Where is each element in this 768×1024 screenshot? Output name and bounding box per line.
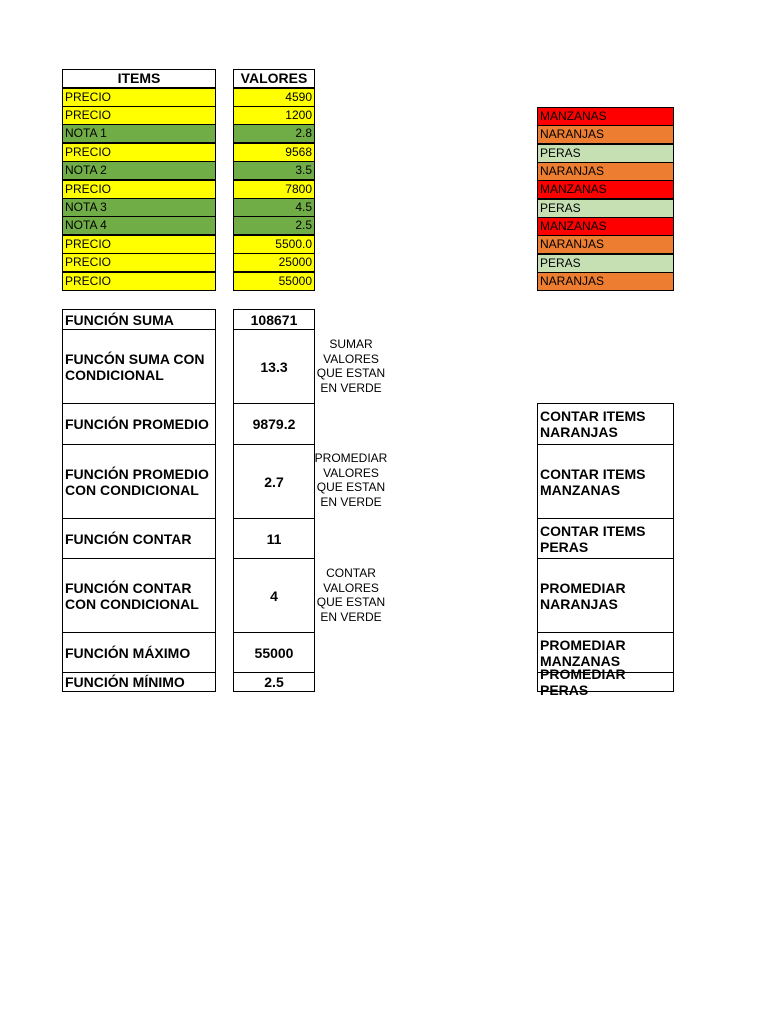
value-cell[interactable]: 7800 xyxy=(233,180,315,199)
fruit-cell[interactable]: PERAS xyxy=(537,254,674,273)
task-contar-manzanas[interactable]: CONTAR ITEMS MANZANAS xyxy=(537,444,674,519)
task-contar-naranjas[interactable]: CONTAR ITEMS NARANJAS xyxy=(537,403,674,445)
function-label-suma[interactable]: FUNCIÓN SUMA xyxy=(62,309,216,330)
value-cell[interactable]: 25000 xyxy=(233,253,315,272)
function-label-promedio[interactable]: FUNCIÓN PROMEDIO xyxy=(62,403,216,445)
item-cell[interactable]: NOTA 2 xyxy=(62,161,216,180)
function-label-suma-condicional[interactable]: FUNCÓN SUMA CON CONDICIONAL xyxy=(62,329,216,404)
fruit-cell[interactable]: PERAS xyxy=(537,199,674,218)
value-cell[interactable]: 5500.0 xyxy=(233,235,315,254)
item-cell[interactable]: PRECIO xyxy=(62,88,216,107)
item-cell[interactable]: PRECIO xyxy=(62,272,216,291)
function-value-promedio[interactable]: 9879.2 xyxy=(233,403,315,445)
item-cell[interactable]: NOTA 1 xyxy=(62,124,216,143)
item-cell[interactable]: PRECIO xyxy=(62,235,216,254)
function-value-promedio-condicional[interactable]: 2.7 xyxy=(233,444,315,519)
function-value-minimo[interactable]: 2.5 xyxy=(233,672,315,692)
value-cell[interactable]: 1200 xyxy=(233,106,315,125)
value-cell[interactable]: 3.5 xyxy=(233,161,315,180)
function-label-minimo[interactable]: FUNCIÓN MÍNIMO xyxy=(62,672,216,692)
task-promediar-naranjas[interactable]: PROMEDIAR NARANJAS xyxy=(537,558,674,633)
item-cell[interactable]: PRECIO xyxy=(62,180,216,199)
value-cell[interactable]: 4590 xyxy=(233,88,315,107)
items-header[interactable]: ITEMS xyxy=(62,69,216,88)
task-contar-peras[interactable]: CONTAR ITEMS PERAS xyxy=(537,518,674,559)
value-cell[interactable]: 55000 xyxy=(233,272,315,291)
fruit-cell[interactable]: MANZANAS xyxy=(537,217,674,236)
note-promediar: PROMEDIAR VALORES QUE ESTAN EN VERDE xyxy=(314,451,388,509)
item-cell[interactable]: NOTA 3 xyxy=(62,198,216,217)
valores-header[interactable]: VALORES xyxy=(233,69,315,88)
function-label-promedio-condicional[interactable]: FUNCIÓN PROMEDIO CON CONDICIONAL xyxy=(62,444,216,519)
item-cell[interactable]: PRECIO xyxy=(62,143,216,162)
fruit-cell[interactable]: NARANJAS xyxy=(537,272,674,291)
value-cell[interactable]: 9568 xyxy=(233,143,315,162)
item-cell[interactable]: NOTA 4 xyxy=(62,216,216,235)
function-label-contar[interactable]: FUNCIÓN CONTAR xyxy=(62,518,216,559)
fruit-cell[interactable]: MANZANAS xyxy=(537,107,674,126)
value-cell[interactable]: 2.5 xyxy=(233,216,315,235)
function-value-contar[interactable]: 11 xyxy=(233,518,315,559)
task-promediar-manzanas[interactable]: PROMEDIAR MANZANAS xyxy=(537,632,674,673)
value-cell[interactable]: 2.8 xyxy=(233,124,315,143)
fruit-cell[interactable]: NARANJAS xyxy=(537,162,674,181)
fruit-cell[interactable]: NARANJAS xyxy=(537,125,674,144)
function-value-suma[interactable]: 108671 xyxy=(233,309,315,330)
item-cell[interactable]: PRECIO xyxy=(62,253,216,272)
function-label-contar-condicional[interactable]: FUNCIÓN CONTAR CON CONDICIONAL xyxy=(62,558,216,633)
fruit-cell[interactable]: MANZANAS xyxy=(537,180,674,199)
item-cell[interactable]: PRECIO xyxy=(62,106,216,125)
note-sumar: SUMAR VALORES QUE ESTAN EN VERDE xyxy=(316,337,386,395)
task-promediar-peras[interactable]: PROMEDIAR PERAS xyxy=(537,672,674,692)
fruit-cell[interactable]: NARANJAS xyxy=(537,235,674,254)
function-label-maximo[interactable]: FUNCIÓN MÁXIMO xyxy=(62,632,216,673)
note-contar: CONTAR VALORES QUE ESTAN EN VERDE xyxy=(316,566,386,624)
function-value-contar-condicional[interactable]: 4 xyxy=(233,558,315,633)
function-value-suma-condicional[interactable]: 13.3 xyxy=(233,329,315,404)
fruit-cell[interactable]: PERAS xyxy=(537,144,674,163)
value-cell[interactable]: 4.5 xyxy=(233,198,315,217)
function-value-maximo[interactable]: 55000 xyxy=(233,632,315,673)
